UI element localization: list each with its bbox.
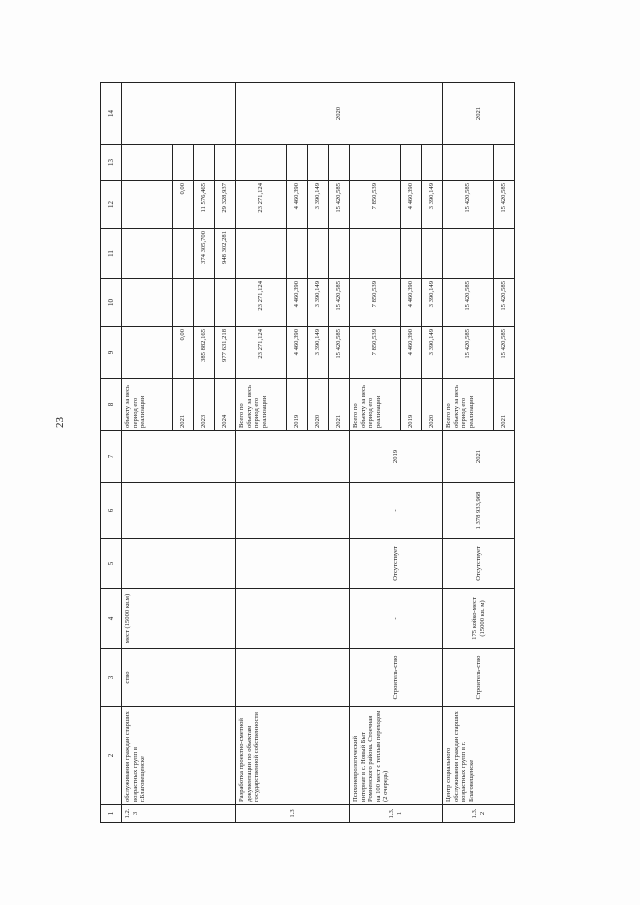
year-cell: 2021 (173, 379, 194, 431)
year-cell: 2021 (329, 379, 350, 431)
cell-11 (350, 229, 401, 279)
row-number: 1.3 (236, 805, 350, 823)
cell-10: 3 390,149 (422, 279, 443, 327)
period-label: Всего по объекту за весь период его реализации (350, 379, 401, 431)
cell-7: 2019 (350, 431, 443, 483)
cell-12: 3 390,149 (308, 181, 329, 229)
cell-5 (122, 539, 236, 589)
capacity: мест (15000 кв.м) (122, 589, 236, 649)
cell-9: 15 420,585 (329, 327, 350, 379)
cell-12: 4 460,390 (287, 181, 308, 229)
cell-12: 7 850,539 (350, 181, 401, 229)
row-number: 1.2.3 (122, 805, 236, 823)
cell-13 (494, 145, 515, 181)
cell-10: 3 390,149 (308, 279, 329, 327)
cell-5: Отсутствует (350, 539, 443, 589)
object-description: Центр социального обслуживания граждан старших возрастных групп в г. Благовещенске (443, 707, 515, 805)
cell-11: 948 302,281 (215, 229, 236, 279)
cell-10: 7 850,539 (350, 279, 401, 327)
cell-9 (122, 327, 173, 379)
cell-9: 3 390,149 (422, 327, 443, 379)
cell-13 (173, 145, 194, 181)
cell-13 (122, 145, 173, 181)
completion-year: 2020 (236, 83, 443, 145)
cell-13 (350, 145, 401, 181)
header-cell: 5 (101, 539, 122, 589)
cell-11 (329, 229, 350, 279)
header-cell: 10 (101, 279, 122, 327)
header-row (101, 83, 122, 823)
cell-10: 15 420,585 (494, 279, 515, 327)
year-cell: 2019 (287, 379, 308, 431)
header-cell: 11 (101, 229, 122, 279)
cell-13 (308, 145, 329, 181)
cell-12: 29 328,937 (215, 181, 236, 229)
cell-9: 15 420,585 (443, 327, 494, 379)
work-type: ство (122, 649, 236, 707)
cell-11 (287, 229, 308, 279)
header-cell: 1 (101, 805, 122, 823)
cell-12: 0,00 (173, 181, 194, 229)
table-row (122, 83, 173, 823)
header-cell: 3 (101, 649, 122, 707)
cell-9: 4 460,390 (287, 327, 308, 379)
cell-10: 4 460,390 (401, 279, 422, 327)
rotated-table-container (100, 83, 515, 823)
investment-objects-table (100, 82, 515, 823)
cell-13 (422, 145, 443, 181)
year-cell: 2024 (215, 379, 236, 431)
year-cell: 2021 (494, 379, 515, 431)
cell-6: 1 378 933,968 (443, 483, 515, 539)
page-number: 23 (54, 417, 66, 428)
header-cell: 9 (101, 327, 122, 379)
period-label: объекту за весь период его реализации (122, 379, 173, 431)
cell-5 (236, 539, 350, 589)
object-description: обслуживания граждан старших возрастных групп в г.Благовещенске (122, 707, 236, 805)
cell-10: 4 460,390 (287, 279, 308, 327)
cell-9: 15 420,585 (494, 327, 515, 379)
cell-12: 3 390,149 (422, 181, 443, 229)
cell-9: 385 882,165 (194, 327, 215, 379)
year-cell: 2023 (194, 379, 215, 431)
work-type (236, 649, 350, 707)
cell-10 (215, 279, 236, 327)
cell-7: 2021 (443, 431, 515, 483)
cell-11 (122, 229, 173, 279)
capacity: - (350, 589, 443, 649)
cell-12: 4 460,390 (401, 181, 422, 229)
row-number: 1.3.2 (443, 805, 515, 823)
header-cell: 6 (101, 483, 122, 539)
cell-10 (122, 279, 173, 327)
header-cell: 4 (101, 589, 122, 649)
year-cell: 2020 (308, 379, 329, 431)
year-cell: 2019 (401, 379, 422, 431)
table-row (443, 83, 494, 823)
cell-11: 374 305,700 (194, 229, 215, 279)
cell-10 (173, 279, 194, 327)
cell-9: 7 850,539 (350, 327, 401, 379)
cell-10: 23 271,124 (236, 279, 287, 327)
cell-6 (236, 483, 350, 539)
cell-12 (122, 181, 173, 229)
cell-12: 15 420,585 (443, 181, 494, 229)
cell-9: 977 631,218 (215, 327, 236, 379)
cell-7 (122, 431, 236, 483)
cell-7 (236, 431, 350, 483)
cell-9: 4 460,390 (401, 327, 422, 379)
cell-12: 11 576,465 (194, 181, 215, 229)
cell-12: 23 271,124 (236, 181, 287, 229)
cell-11 (494, 229, 515, 279)
cell-13 (236, 145, 287, 181)
cell-9: 0,00 (173, 327, 194, 379)
cell-9: 23 271,124 (236, 327, 287, 379)
cell-13 (215, 145, 236, 181)
cell-10: 15 420,585 (443, 279, 494, 327)
cell-10 (194, 279, 215, 327)
header-cell: 8 (101, 379, 122, 431)
cell-11 (173, 229, 194, 279)
cell-6 (122, 483, 236, 539)
cell-13 (194, 145, 215, 181)
cell-13 (401, 145, 422, 181)
row-number: 1.3.1 (350, 805, 443, 823)
cell-9: 3 390,149 (308, 327, 329, 379)
table-row (350, 83, 401, 823)
cell-11 (308, 229, 329, 279)
cell-5: Отсутствует (443, 539, 515, 589)
capacity: 175 койко-мест (15000 кв. м) (443, 589, 515, 649)
work-type: Строитель-ство (443, 649, 515, 707)
cell-12: 15 420,585 (494, 181, 515, 229)
cell-13 (329, 145, 350, 181)
cell-14 (122, 83, 236, 145)
header-cell: 13 (101, 145, 122, 181)
object-description: Психоневрологический интернат в с. Новый Быт Ромненского района. Стоечная на 100 мест с теплым переходом (2 очередь) (350, 707, 443, 805)
table-row (236, 83, 287, 823)
cell-13 (443, 145, 494, 181)
object-description: Разработка проектно-сметной документации по объектам государственной собственности (236, 707, 350, 805)
header-cell: 14 (101, 83, 122, 145)
year-cell: 2020 (422, 379, 443, 431)
period-label: Всего по объекту за весь период его реализации (236, 379, 287, 431)
completion-year: 2021 (443, 83, 515, 145)
cell-6: - (350, 483, 443, 539)
header-cell: 7 (101, 431, 122, 483)
work-type: Строитель-ство (350, 649, 443, 707)
header-cell: 12 (101, 181, 122, 229)
cell-11 (422, 229, 443, 279)
cell-11 (443, 229, 494, 279)
period-label: Всего по объекту за весь период его реализации (443, 379, 494, 431)
capacity (236, 589, 350, 649)
cell-12: 15 420,585 (329, 181, 350, 229)
cell-11 (236, 229, 287, 279)
cell-10: 15 420,585 (329, 279, 350, 327)
cell-13 (287, 145, 308, 181)
header-cell: 2 (101, 707, 122, 805)
cell-11 (401, 229, 422, 279)
